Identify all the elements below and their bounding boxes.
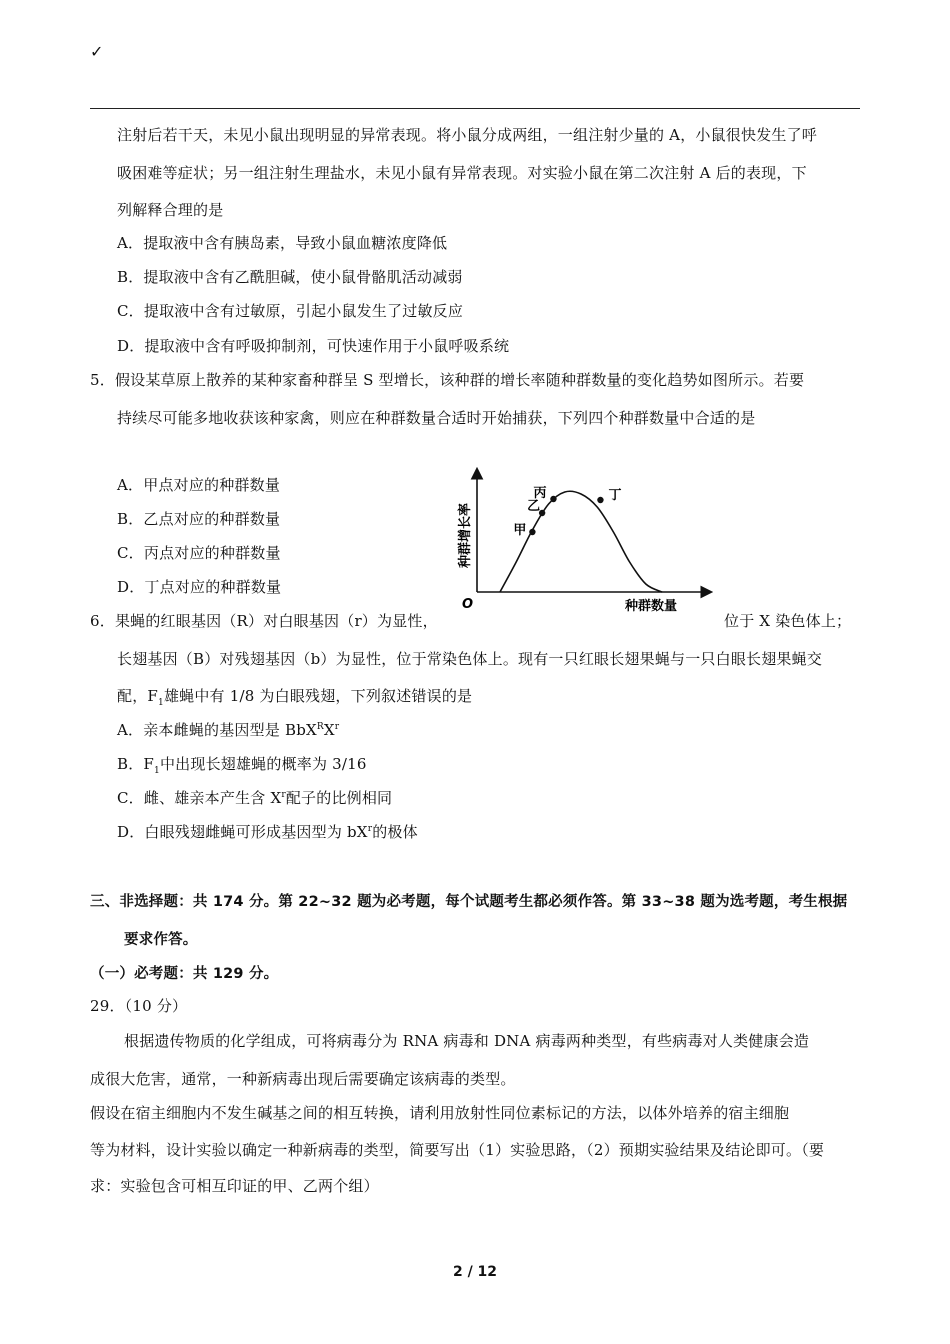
header-rule	[90, 108, 860, 109]
check-mark-icon: ✓	[90, 42, 104, 61]
q4-stem-line-2: 吸困难等症状；另一组注射生理盐水，未见小鼠有异常表现。对实验小鼠在第二次注射 A 后的表现，下	[117, 164, 807, 182]
growth-rate-curve	[500, 491, 662, 592]
q4-option-c: C．提取液中含有过敏原，引起小鼠发生了过敏反应	[117, 302, 464, 320]
point-label-4: 丁	[608, 488, 622, 503]
section3-heading-line-2: 要求作答。	[124, 932, 198, 948]
q4-stem-line-1: 注射后若干天，未见小鼠出现明显的异常表现。将小鼠分成两组，一组注射少量的 A，小鼠很快发生了呼	[117, 126, 818, 144]
y-axis-label: 种群增长率	[458, 502, 473, 568]
point-label-1: 甲	[513, 523, 527, 538]
point-3	[550, 496, 556, 502]
point-4	[597, 497, 603, 503]
point-label-3: 丙	[533, 486, 547, 501]
q29-line-4: 等为材料，设计实验以确定一种新病毒的类型，简要写出（1）实验思路，（2）预期实验结果及结论即可。（要	[90, 1141, 825, 1159]
q29-line-5: 求：实验包含可相互印证的甲、乙两个组）	[90, 1177, 379, 1195]
growth-rate-chart	[450, 462, 720, 617]
q6-stem-line-3: 配，$F_1$雄蝇中有 1/8 为白眼残翅，下列叙述错误的是	[117, 687, 473, 708]
q5-stem-line-2: 持续尽可能多地收获该种家禽，则应在种群数量合适时开始捕获，下列四个种群数量中合适的是	[117, 409, 756, 427]
q29-line-3: 假设在宿主细胞内不发生碱基之间的相互转换，请利用放射性同位素标记的方法，以体外培养的宿主细胞	[90, 1104, 790, 1122]
q5-option-b: B．乙点对应的种群数量	[117, 510, 281, 528]
q4-stem-line-3: 列解释合理的是	[117, 201, 224, 219]
q5-option-a: A．甲点对应的种群数量	[117, 476, 281, 494]
q29-number: 29．（10 分）	[90, 997, 188, 1015]
point-label-2: 乙	[527, 499, 541, 514]
q6-option-c: C．雌、雄亲本产生含 $X^r$配子的比例相同	[117, 789, 393, 807]
q6-stem-line-2: 长翅基因（B）对残翅基因（b）为显性，位于常染色体上。现有一只红眼长翅果蝇与一只白眼长翅果蝇交	[117, 650, 823, 668]
origin-label: O	[462, 597, 474, 612]
q6-stem-line-1-right: 位于 X 染色体上；	[724, 612, 852, 630]
q4-option-a: A．提取液中含有胰岛素，导致小鼠血糖浓度降低	[117, 234, 448, 252]
q5-option-d: D．丁点对应的种群数量	[117, 578, 282, 596]
q29-line-2: 成很大危害，通常，一种新病毒出现后需要确定该病毒的类型。	[90, 1070, 516, 1088]
q6-option-d: D．白眼残翅雌蝇可形成基因型为 $bX^r$的极体	[117, 823, 418, 841]
q4-option-d: D．提取液中含有呼吸抑制剂，可快速作用于小鼠呼吸系统	[117, 337, 510, 355]
point-1	[529, 529, 535, 535]
q29-line-1: 根据遗传物质的化学组成，可将病毒分为 RNA 病毒和 DNA 病毒两种类型，有些病毒对人类健康会造	[124, 1032, 810, 1050]
q6-stem-line-1-left: 6．果蝇的红眼基因（R）对白眼基因（r）为显性，	[90, 612, 438, 630]
page-number: 2 / 12	[452, 1264, 498, 1280]
section3-heading-line-1: 三、非选择题：共 174 分。第 22~32 题为必考题，每个试题考生都必须作答。第 33~38 题为选考题，考生根据	[90, 894, 848, 910]
q5-option-c: C．丙点对应的种群数量	[117, 544, 281, 562]
q6-option-a: A．亲本雌蝇的基因型是 $BbX^RX^r$	[117, 721, 340, 739]
q4-option-b: B．提取液中含有乙酰胆碱，使小鼠骨骼肌活动减弱	[117, 268, 463, 286]
q6-option-b: B．$F_1$中出现长翅雄蝇的概率为 3/16	[117, 755, 367, 776]
q5-stem-line-1: 5．假设某草原上散养的某种家畜种群呈 S 型增长，该种群的增长率随种群数量的变化趋势如图所示。若要	[90, 371, 805, 389]
section3-subheading: （一）必考题：共 129 分。	[90, 966, 279, 982]
x-axis-label: 种群数量	[625, 599, 678, 614]
